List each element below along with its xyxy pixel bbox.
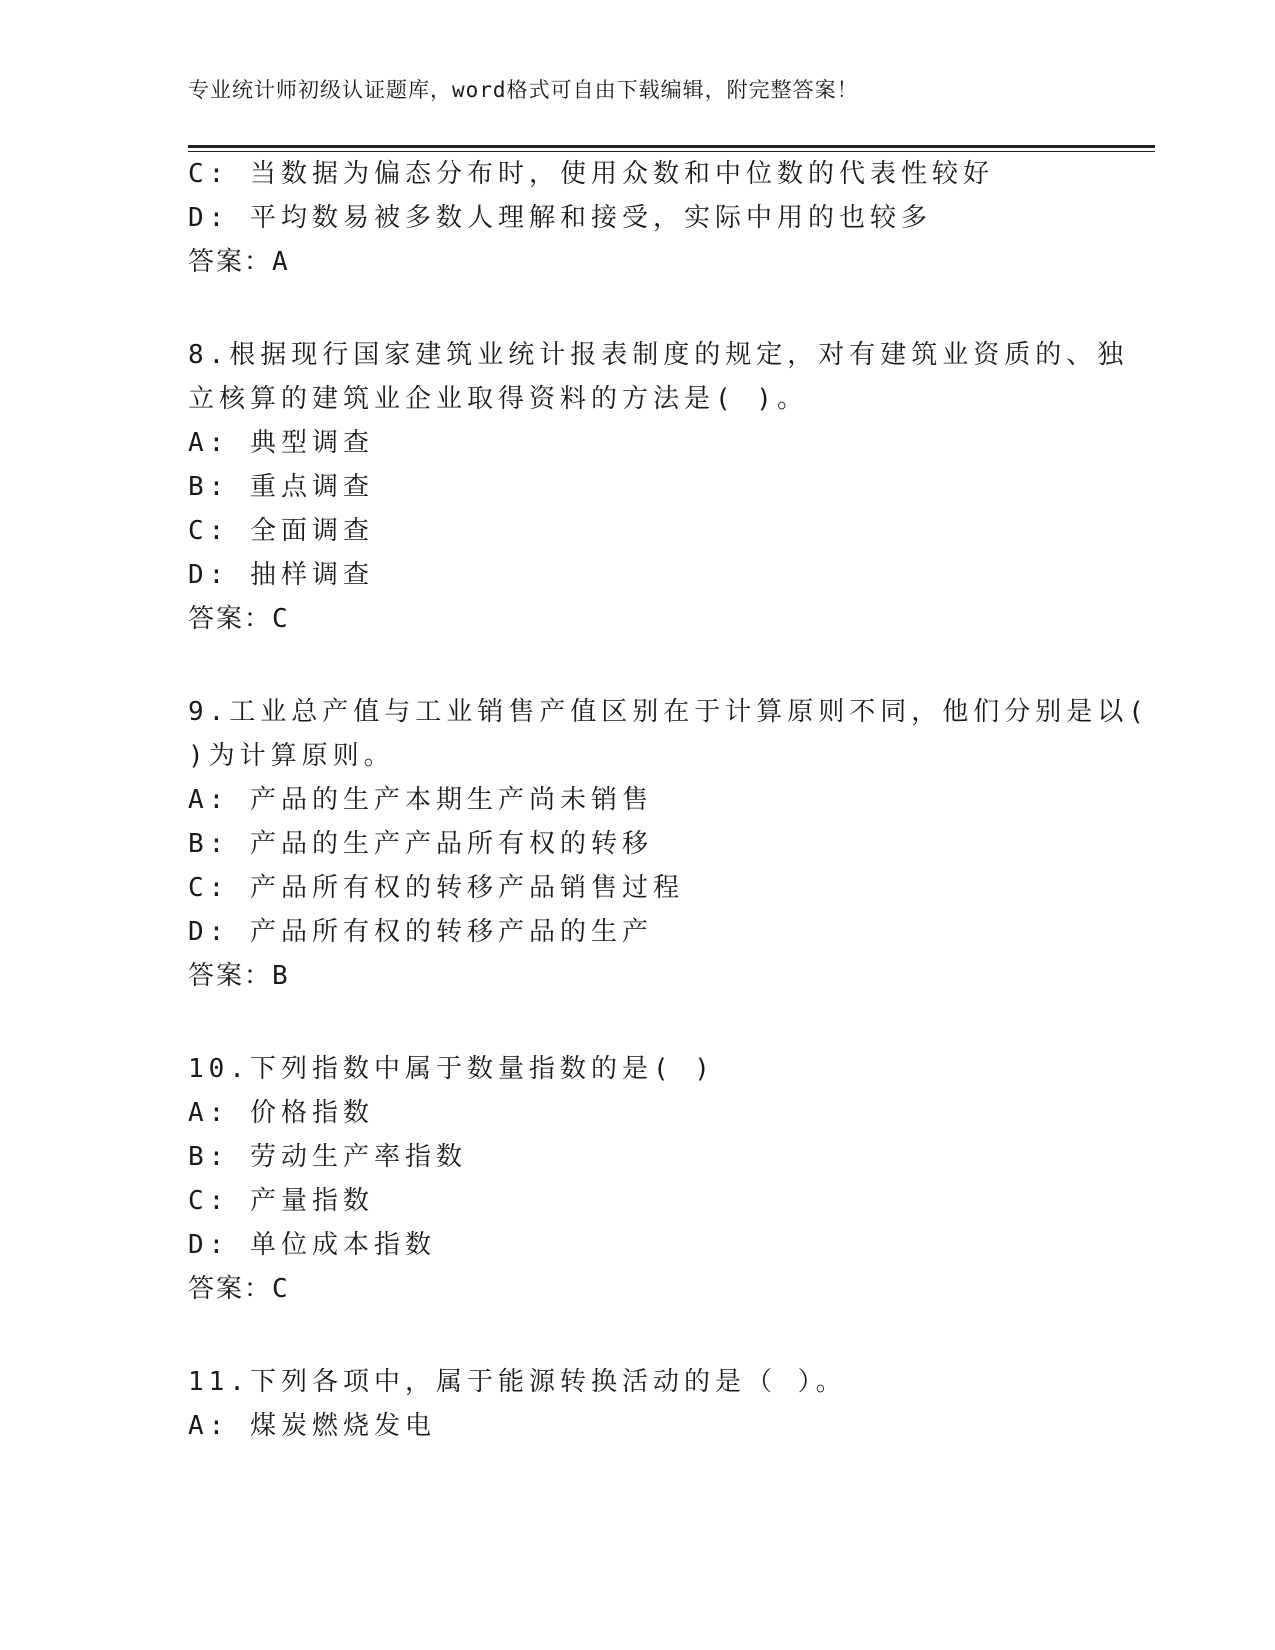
answer-label: 答案： bbox=[188, 604, 273, 634]
q10-option-d: D: 单位成本指数 bbox=[188, 1230, 436, 1260]
q9-answer bbox=[188, 959, 289, 993]
header-rule-thin bbox=[188, 151, 1155, 152]
q8-option-c: C: 全面调查 bbox=[188, 516, 374, 546]
prev-option-d: D: 平均数易被多数人理解和接受，实际中用的也较多 bbox=[188, 203, 932, 233]
answer-value: C bbox=[272, 1274, 289, 1304]
q9-option-b: B: 产品的生产产品所有权的转移 bbox=[188, 829, 653, 859]
q9-option-c: C: 产品所有权的转移产品销售过程 bbox=[188, 873, 684, 903]
page-header: 专业统计师初级认证题库，word格式可自由下载编辑，附完整答案！ bbox=[188, 78, 859, 102]
q8-answer bbox=[188, 602, 289, 636]
q10-stem-line1: 10.下列指数中属于数量指数的是( ) bbox=[188, 1054, 715, 1084]
q10-option-a: A: 价格指数 bbox=[188, 1098, 374, 1128]
q10-option-b: B: 劳动生产率指数 bbox=[188, 1142, 467, 1172]
q8-option-d: D: 抽样调查 bbox=[188, 560, 374, 590]
prev-option-c: C: 当数据为偏态分布时，使用众数和中位数的代表性较好 bbox=[188, 159, 994, 189]
q9-stem-line2: )为计算原则。 bbox=[188, 741, 395, 771]
answer-value: B bbox=[272, 961, 289, 991]
q8-option-b: B: 重点调查 bbox=[188, 472, 374, 502]
q8-stem-line1: 8.根据现行国家建筑业统计报表制度的规定，对有建筑业资质的、独 bbox=[188, 340, 1129, 370]
prev-answer bbox=[188, 245, 289, 279]
answer-value: A bbox=[272, 247, 289, 277]
answer-label: 答案： bbox=[188, 961, 273, 991]
header-rule-thick bbox=[188, 145, 1155, 148]
q11-stem-line1: 11.下列各项中，属于能源转换活动的是（ ）。 bbox=[188, 1367, 847, 1397]
q9-option-d: D: 产品所有权的转移产品的生产 bbox=[188, 917, 653, 947]
answer-value: C bbox=[272, 604, 289, 634]
q10-answer bbox=[188, 1272, 289, 1306]
answer-label: 答案： bbox=[188, 1274, 273, 1304]
q9-option-a: A: 产品的生产本期生产尚未销售 bbox=[188, 785, 653, 815]
q8-stem-line2: 立核算的建筑业企业取得资料的方法是( )。 bbox=[188, 384, 808, 414]
q8-option-a: A: 典型调查 bbox=[188, 428, 374, 458]
q10-option-c: C: 产量指数 bbox=[188, 1186, 374, 1216]
answer-label: 答案： bbox=[188, 247, 273, 277]
q9-stem-line1: 9.工业总产值与工业销售产值区别在于计算原则不同，他们分别是以( bbox=[188, 697, 1149, 727]
q11-option-a: A: 煤炭燃烧发电 bbox=[188, 1411, 436, 1441]
